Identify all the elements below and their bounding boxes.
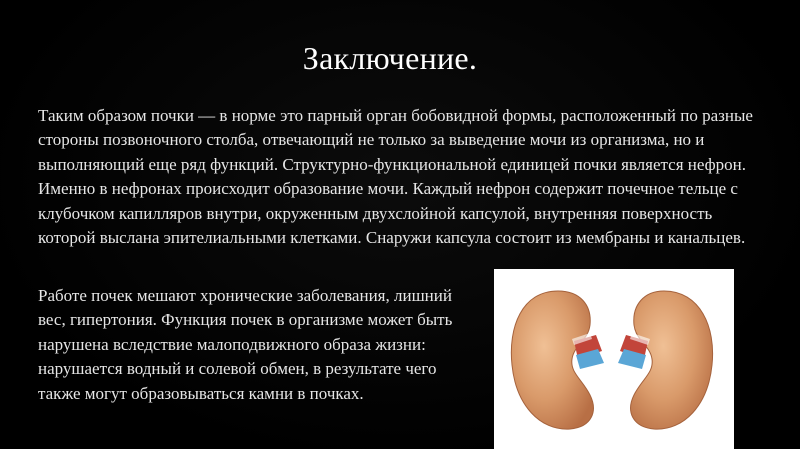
secondary-paragraph: Работе почек мешают хронические заболевания, лишний вес, гипертония. Функция почек в организме может быть нарушена вследствие малоподвижного образа жизни: нарушается водный и солевой обмен, в результате чего также могут образовываться камни в почках. bbox=[38, 286, 453, 403]
main-paragraph: Таким образом почки — в норме это парный орган бобовидной формы, расположенный по разные стороны позвоночного столба, отвечающий не только за выведение мочи из организма, но и выполняющий еще ряд функций. Структурно-функциональной единицей почки является нефрон. Именно в нефронах происходит образование мочи. Каждый нефрон содержит почечное тельце с клубочком капилляров внутри, окруженным двухслойной капсулой, внутренняя поверхность которой выслана эпителиальными клетками. Снаружи капсула состоит из мембраны и канальцев. bbox=[38, 106, 753, 248]
kidneys-image bbox=[494, 269, 734, 449]
left-kidney bbox=[511, 291, 604, 429]
right-kidney bbox=[618, 291, 713, 429]
slide-title: Заключение. bbox=[302, 40, 478, 76]
kidneys-icon bbox=[494, 269, 734, 449]
